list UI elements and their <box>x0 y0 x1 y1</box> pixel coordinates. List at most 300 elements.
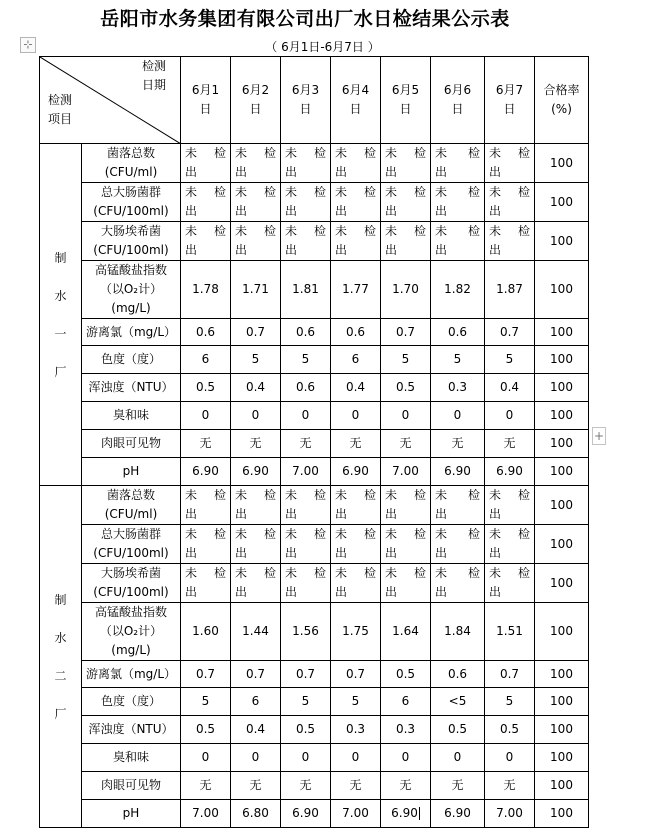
pass-rate-value: 100 <box>550 666 573 681</box>
pass-rate-value: 100 <box>550 352 573 366</box>
result-cell <box>485 261 535 319</box>
diag-bottom-text: 项目 <box>48 112 73 126</box>
result-value: 0.4 <box>245 380 266 394</box>
date-header-4 <box>331 57 381 144</box>
factory-label-char: 制 <box>54 592 67 607</box>
not-detected-char: 出 <box>385 507 398 521</box>
result-value: 1.82 <box>444 282 471 296</box>
result-value: 6.90 <box>292 806 319 820</box>
not-detected-line <box>185 183 226 202</box>
result-cell <box>381 525 431 564</box>
not-detected-value <box>281 144 330 182</box>
not-detected-char: 检 <box>517 146 530 160</box>
not-detected-line <box>335 486 376 505</box>
not-detected-char: 未 <box>435 146 448 160</box>
result-cell <box>431 688 485 716</box>
result-value: 0.7 <box>345 666 366 681</box>
not-detected-value <box>181 525 230 563</box>
pass-rate-cell <box>535 183 589 222</box>
result-cell <box>281 183 331 222</box>
not-detected-char: 检 <box>363 566 376 580</box>
not-detected-char: 出 <box>435 165 448 179</box>
not-detected-char: 检 <box>413 566 426 580</box>
result-value: 无 <box>299 778 312 792</box>
test-item-cell <box>82 744 181 772</box>
result-value: 7.00 <box>496 806 523 820</box>
not-detected-value <box>485 564 534 602</box>
result-value: 7.00 <box>192 806 219 820</box>
not-detected-char: 检 <box>213 146 226 160</box>
not-detected-char: 未 <box>285 488 298 502</box>
not-detected-line <box>435 183 480 202</box>
result-value: 0.5 <box>499 722 520 736</box>
not-detected-char: 检 <box>313 566 326 580</box>
test-item-text: pH <box>122 464 140 478</box>
pass-rate-value: 100 <box>550 575 573 590</box>
result-value: 无 <box>451 778 464 792</box>
not-detected-char: 未 <box>489 488 502 502</box>
pass-rate-value: 100 <box>550 536 573 551</box>
test-item-cell <box>82 564 181 603</box>
result-value: 0 <box>453 750 462 764</box>
result-cell <box>485 772 535 800</box>
diag-top-text: 日期 <box>141 78 166 92</box>
result-value: 1.60 <box>192 624 219 638</box>
not-detected-value <box>281 183 330 221</box>
not-detected-char: 出 <box>435 204 448 218</box>
date-header-7 <box>485 57 535 144</box>
not-detected-char: 出 <box>185 243 198 257</box>
result-cell <box>485 800 535 828</box>
date-range: （ 6月1日-6月7日 ） <box>265 40 380 54</box>
not-detected-char: 出 <box>185 507 198 521</box>
result-cell <box>381 800 431 828</box>
not-detected-char: 出 <box>435 243 448 257</box>
not-detected-line <box>335 144 376 163</box>
test-item-text: 菌落总数 <box>106 146 155 160</box>
result-value: 0.7 <box>245 324 266 339</box>
not-detected-line <box>489 564 530 583</box>
result-cell <box>431 458 485 486</box>
date-header-text: 日 <box>451 102 464 116</box>
result-value: 0.7 <box>295 666 316 681</box>
not-detected-line <box>185 222 226 241</box>
date-header-5 <box>381 57 431 144</box>
result-value: 6 <box>201 352 210 366</box>
result-value: 0.5 <box>195 380 216 394</box>
result-cell <box>485 716 535 744</box>
not-detected-value <box>331 144 380 182</box>
result-cell <box>181 603 231 661</box>
not-detected-value <box>181 486 230 524</box>
test-item-cell <box>82 603 181 661</box>
result-cell <box>281 374 331 402</box>
not-detected-line <box>335 222 376 241</box>
result-cell <box>281 661 331 688</box>
result-value: 6 <box>401 694 410 708</box>
date-header-text: 日 <box>349 102 362 116</box>
diag-bottom-label <box>48 91 72 129</box>
not-detected-char: 出 <box>489 165 502 179</box>
not-detected-char: 未 <box>335 146 348 160</box>
result-value: 0.3 <box>395 722 416 736</box>
add-row-icon[interactable]: + <box>593 429 605 443</box>
result-cell <box>181 261 231 319</box>
not-detected-value <box>431 564 484 602</box>
not-detected-char: 未 <box>489 224 502 238</box>
not-detected-value <box>381 183 430 221</box>
result-value: 无 <box>503 436 516 450</box>
page-title: 岳阳市水务集团有限公司出厂水日检结果公示表 <box>100 8 510 30</box>
not-detected-value <box>181 222 230 260</box>
not-detected-char: 出 <box>435 546 448 560</box>
result-cell <box>381 374 431 402</box>
not-detected-line <box>335 183 376 202</box>
result-cell <box>431 744 485 772</box>
not-detected-char: 检 <box>363 146 376 160</box>
not-detected-line <box>285 525 326 544</box>
not-detected-char: 未 <box>285 224 298 238</box>
result-cell <box>431 661 485 688</box>
not-detected-char: 检 <box>517 185 530 199</box>
not-detected-char: 未 <box>489 146 502 160</box>
result-value: 6.90 <box>192 464 219 478</box>
test-item-cell <box>82 183 181 222</box>
not-detected-char: 检 <box>313 488 326 502</box>
result-cell <box>281 772 331 800</box>
result-cell <box>231 144 281 183</box>
result-value: 6.90 <box>444 806 471 820</box>
result-value: 6.90 <box>342 464 369 478</box>
result-cell <box>381 661 431 688</box>
not-detected-line <box>435 525 480 544</box>
result-cell <box>181 319 231 346</box>
not-detected-char: 未 <box>285 566 298 580</box>
result-cell <box>281 222 331 261</box>
not-detected-char: 检 <box>313 185 326 199</box>
not-detected-char: 出 <box>489 243 502 257</box>
result-cell <box>431 800 485 828</box>
result-cell <box>331 319 381 346</box>
date-header-text: 日 <box>503 102 516 116</box>
factory-label-cell <box>40 144 82 486</box>
pass-rate-value: 100 <box>550 694 573 708</box>
not-detected-char: 出 <box>285 243 298 257</box>
not-detected-char: 未 <box>385 224 398 238</box>
result-cell <box>485 525 535 564</box>
result-cell <box>181 222 231 261</box>
result-cell <box>331 430 381 458</box>
not-detected-char: 未 <box>285 527 298 541</box>
text-cursor <box>419 807 420 820</box>
result-cell <box>485 144 535 183</box>
result-cell <box>231 525 281 564</box>
factory-label <box>40 581 81 733</box>
result-value: 0.5 <box>395 380 416 394</box>
test-item-text: (mg/L) <box>111 643 151 657</box>
result-value: 5 <box>401 352 410 366</box>
not-detected-value <box>331 525 380 563</box>
result-cell <box>231 402 281 430</box>
not-detected-char: 检 <box>313 224 326 238</box>
not-detected-value <box>331 183 380 221</box>
pass-rate-value: 100 <box>550 497 573 512</box>
result-cell <box>231 183 281 222</box>
test-item-text: (CFU/100ml) <box>93 204 169 218</box>
result-cell <box>431 430 485 458</box>
not-detected-value <box>181 564 230 602</box>
not-detected-value <box>181 183 230 221</box>
result-cell <box>431 319 485 346</box>
not-detected-char: 出 <box>335 204 348 218</box>
test-item-text: (CFU/100ml) <box>93 585 169 599</box>
result-value: 无 <box>249 436 262 450</box>
test-item-cell <box>82 222 181 261</box>
not-detected-char: 未 <box>335 224 348 238</box>
not-detected-char: 出 <box>235 585 248 599</box>
result-value: <5 <box>448 694 467 708</box>
test-item-text: (CFU/ml) <box>104 507 158 521</box>
not-detected-char: 出 <box>489 585 502 599</box>
not-detected-char: 未 <box>235 146 248 160</box>
not-detected-char: 出 <box>489 204 502 218</box>
not-detected-value <box>331 486 380 524</box>
move-handle-icon[interactable]: ⊹ <box>20 37 36 53</box>
pass-rate-cell <box>535 800 589 828</box>
not-detected-value <box>431 222 484 260</box>
result-value: 0.5 <box>395 666 416 681</box>
not-detected-char: 出 <box>285 507 298 521</box>
not-detected-line <box>335 564 376 583</box>
result-cell <box>231 716 281 744</box>
pass-rate-cell <box>535 430 589 458</box>
result-cell <box>431 525 485 564</box>
result-cell <box>181 183 231 222</box>
result-cell <box>381 430 431 458</box>
result-cell <box>431 222 485 261</box>
not-detected-line <box>185 525 226 544</box>
result-cell <box>181 402 231 430</box>
result-value: 0.6 <box>345 324 366 339</box>
not-detected-char: 出 <box>335 585 348 599</box>
not-detected-line <box>385 144 426 163</box>
not-detected-char: 检 <box>213 527 226 541</box>
not-detected-char: 检 <box>213 488 226 502</box>
result-cell <box>231 319 281 346</box>
not-detected-char: 出 <box>385 585 398 599</box>
result-cell <box>485 346 535 374</box>
not-detected-value <box>381 144 430 182</box>
not-detected-char: 检 <box>467 566 480 580</box>
diag-bottom-text: 检测 <box>48 93 73 107</box>
date-header-text: 日 <box>199 102 212 116</box>
not-detected-char: 检 <box>213 224 226 238</box>
not-detected-value <box>431 144 484 182</box>
test-item-cell <box>82 374 181 402</box>
test-item-cell <box>82 319 181 346</box>
not-detected-char: 检 <box>263 566 276 580</box>
not-detected-value <box>231 144 280 182</box>
result-value: 5 <box>351 694 360 708</box>
not-detected-value <box>431 183 484 221</box>
not-detected-char: 出 <box>235 546 248 560</box>
result-cell <box>485 661 535 688</box>
result-cell <box>431 374 485 402</box>
not-detected-line <box>435 486 480 505</box>
not-detected-char: 出 <box>285 546 298 560</box>
test-item-text: （以O₂计） <box>99 282 163 296</box>
data-row <box>40 525 589 564</box>
result-cell <box>381 346 431 374</box>
not-detected-char: 出 <box>335 165 348 179</box>
result-value: 0 <box>201 750 210 764</box>
not-detected-line <box>285 183 326 202</box>
result-cell <box>281 744 331 772</box>
not-detected-char: 未 <box>435 488 448 502</box>
not-detected-char: 检 <box>313 527 326 541</box>
result-value: 1.44 <box>242 624 269 638</box>
not-detected-char: 未 <box>335 488 348 502</box>
pass-rate-value: 100 <box>550 155 573 170</box>
test-item-text: 总大肠菌群 <box>100 527 161 541</box>
result-cell <box>281 430 331 458</box>
result-value: 6.90 <box>242 464 269 478</box>
result-value: 0.7 <box>499 666 520 681</box>
pass-rate-cell <box>535 525 589 564</box>
result-value: 无 <box>349 436 362 450</box>
result-cell <box>381 744 431 772</box>
result-cell <box>281 603 331 661</box>
results-table <box>39 56 589 828</box>
pass-rate-cell <box>535 772 589 800</box>
result-value: 0.5 <box>295 722 316 736</box>
result-cell <box>181 772 231 800</box>
not-detected-char: 未 <box>335 527 348 541</box>
not-detected-line <box>285 144 326 163</box>
diag-top-label <box>142 57 166 95</box>
result-cell <box>281 688 331 716</box>
not-detected-value <box>231 525 280 563</box>
result-value: 0.4 <box>345 380 366 394</box>
result-cell <box>381 261 431 319</box>
result-value: 0.5 <box>447 722 468 736</box>
result-cell <box>381 222 431 261</box>
result-cell <box>231 430 281 458</box>
result-value: 1.64 <box>392 624 419 638</box>
result-cell <box>331 144 381 183</box>
result-cell <box>331 374 381 402</box>
result-value: 0.4 <box>499 380 520 394</box>
result-cell <box>331 603 381 661</box>
factory-label-char: 二 <box>54 668 67 683</box>
test-item-text: 浑浊度（NTU） <box>88 722 174 736</box>
result-cell <box>485 319 535 346</box>
result-value: 1.81 <box>292 282 319 296</box>
result-value: 无 <box>451 436 464 450</box>
not-detected-char: 检 <box>517 224 530 238</box>
not-detected-char: 检 <box>213 566 226 580</box>
test-item-text: 高锰酸盐指数 <box>94 263 167 277</box>
result-value: 无 <box>199 436 212 450</box>
result-cell <box>231 744 281 772</box>
not-detected-char: 未 <box>285 146 298 160</box>
result-cell <box>431 486 485 525</box>
result-cell <box>231 374 281 402</box>
result-cell <box>431 564 485 603</box>
pass-rate-cell <box>535 458 589 486</box>
result-cell <box>331 346 381 374</box>
result-value: 0 <box>201 408 210 422</box>
result-value: 1.56 <box>292 624 319 638</box>
data-row <box>40 402 589 430</box>
not-detected-value <box>485 183 534 221</box>
date-header-text: 6月2 <box>241 83 270 97</box>
date-header-1 <box>181 57 231 144</box>
not-detected-line <box>489 222 530 241</box>
not-detected-line <box>489 486 530 505</box>
factory-label-char: 厂 <box>54 706 67 721</box>
result-cell <box>331 744 381 772</box>
pass-rate-value: 100 <box>550 806 573 820</box>
pass-rate-value: 100 <box>550 282 573 296</box>
date-header-text: 6月1 <box>191 83 220 97</box>
test-item-cell <box>82 661 181 688</box>
not-detected-line <box>489 183 530 202</box>
data-row <box>40 688 589 716</box>
result-cell <box>281 261 331 319</box>
not-detected-char: 未 <box>435 224 448 238</box>
result-cell <box>281 564 331 603</box>
not-detected-line <box>385 183 426 202</box>
not-detected-value <box>485 222 534 260</box>
result-cell <box>181 661 231 688</box>
pass-rate-value: 100 <box>550 778 573 792</box>
not-detected-char: 出 <box>335 546 348 560</box>
data-row <box>40 772 589 800</box>
test-item-text: 臭和味 <box>112 750 149 764</box>
result-value: 无 <box>299 436 312 450</box>
result-value: 0 <box>351 408 360 422</box>
not-detected-value <box>381 222 430 260</box>
result-cell <box>485 603 535 661</box>
result-cell <box>231 688 281 716</box>
result-cell <box>381 603 431 661</box>
result-value: 0.4 <box>245 722 266 736</box>
not-detected-char: 未 <box>185 488 198 502</box>
diagonal-header-cell <box>40 57 181 144</box>
result-value: 0.7 <box>245 666 266 681</box>
test-item-cell <box>82 772 181 800</box>
pass-rate-cell <box>535 222 589 261</box>
result-value: 0 <box>401 750 410 764</box>
result-cell <box>231 772 281 800</box>
data-row <box>40 374 589 402</box>
result-value: 1.84 <box>444 624 471 638</box>
not-detected-char: 检 <box>467 224 480 238</box>
test-item-text: 肉眼可见物 <box>100 778 161 792</box>
not-detected-char: 未 <box>435 185 448 199</box>
not-detected-char: 未 <box>489 527 502 541</box>
result-value: 无 <box>503 778 516 792</box>
not-detected-char: 检 <box>517 566 530 580</box>
not-detected-value <box>231 486 280 524</box>
result-cell <box>281 402 331 430</box>
not-detected-char: 出 <box>285 585 298 599</box>
data-row <box>40 319 589 346</box>
not-detected-char: 未 <box>285 185 298 199</box>
result-value: 1.71 <box>242 282 269 296</box>
pass-rate-cell <box>535 402 589 430</box>
